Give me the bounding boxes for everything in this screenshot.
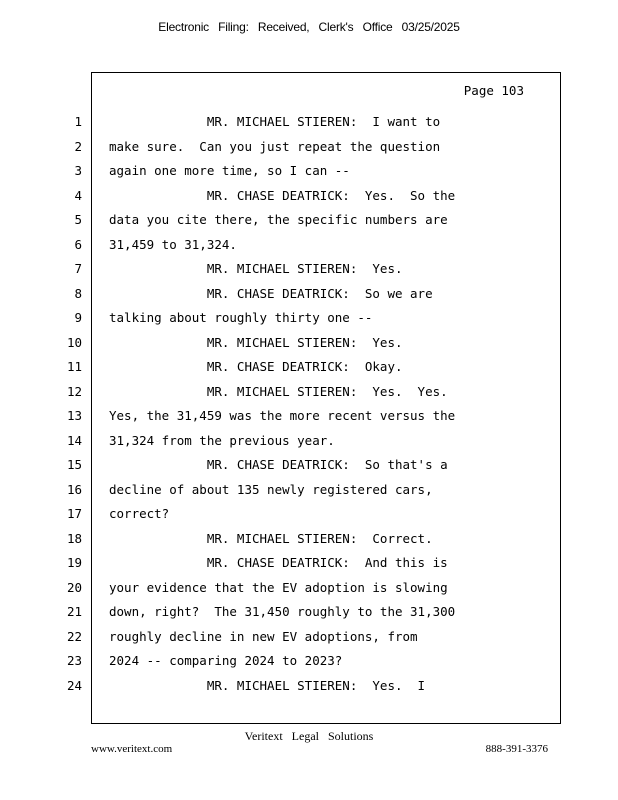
transcript-line: again one more time, so I can -- <box>109 163 350 178</box>
line-number: 18 <box>66 530 82 546</box>
line-number: 21 <box>66 604 82 619</box>
transcript-line: 31,459 to 31,324. <box>109 236 237 252</box>
transcript-line: MR. MICHAEL STIEREN: I want to <box>109 114 441 129</box>
line-number: 4 <box>74 187 82 203</box>
transcript-line: decline of about 135 newly registered cars, <box>109 481 433 497</box>
transcript-line: data you cite there, the specific numbers are <box>109 212 448 227</box>
line-number: 5 <box>74 212 82 227</box>
line-number: 11 <box>66 359 82 374</box>
transcript-line: MR. CHASE DEATRICK: So we are <box>109 285 433 301</box>
line-number: 23 <box>66 653 82 668</box>
transcript-line: 2024 -- comparing 2024 to 2023? <box>109 653 343 668</box>
transcript-line: MR. MICHAEL STIEREN: Yes. <box>109 261 403 276</box>
transcript-line: make sure. Can you just repeat the question <box>109 138 441 154</box>
transcript-line: MR. CHASE DEATRICK: And this is <box>109 555 448 570</box>
line-number: 10 <box>66 334 82 350</box>
footer-phone: 888-391-3376 <box>485 743 548 755</box>
line-number: 14 <box>66 432 82 448</box>
transcript-line: roughly decline in new EV adoptions, from <box>109 628 418 644</box>
transcript-line: your evidence that the EV adoption is slowing <box>109 579 448 595</box>
line-number: 8 <box>74 285 82 301</box>
filing-stamp-header: Electronic Filing: Received, Clerk's Office 03/25/2025 <box>158 20 460 34</box>
line-number: 3 <box>74 163 82 178</box>
line-number: 16 <box>66 481 82 497</box>
line-number: 13 <box>66 408 82 423</box>
line-number: 20 <box>66 579 82 595</box>
line-number: 6 <box>74 236 82 252</box>
transcript-line: MR. CHASE DEATRICK: Yes. So the <box>109 187 456 203</box>
line-number: 1 <box>74 114 82 129</box>
line-number: 22 <box>66 628 82 644</box>
line-number: 7 <box>74 261 82 276</box>
line-number: 2 <box>74 138 82 154</box>
line-number: 12 <box>66 383 82 399</box>
transcript-line: MR. MICHAEL STIEREN: Yes. I <box>109 677 426 693</box>
transcript-line: MR. MICHAEL STIEREN: Yes. Yes. <box>109 383 448 399</box>
line-number: 19 <box>66 555 82 570</box>
transcript-line: correct? <box>109 506 170 521</box>
line-number: 9 <box>74 310 82 325</box>
line-number: 24 <box>66 677 82 693</box>
transcript-line: MR. MICHAEL STIEREN: Correct. <box>109 530 433 546</box>
transcript-line: down, right? The 31,450 roughly to the 31,300 <box>109 604 456 619</box>
footer-company: Veritext Legal Solutions <box>244 729 374 743</box>
line-number: 15 <box>66 457 82 472</box>
transcript-line: MR. CHASE DEATRICK: So that's a <box>109 457 448 472</box>
transcript-line: Yes, the 31,459 was the more recent versus the <box>109 408 456 423</box>
footer-website: www.veritext.com <box>91 743 173 755</box>
transcript-line: MR. MICHAEL STIEREN: Yes. <box>109 334 403 350</box>
line-number: 17 <box>66 506 82 521</box>
transcript-line: MR. CHASE DEATRICK: Okay. <box>109 359 403 374</box>
transcript-line: talking about roughly thirty one -- <box>109 310 373 325</box>
transcript-line: 31,324 from the previous year. <box>109 432 335 448</box>
page-number: Page 103 <box>463 83 524 98</box>
